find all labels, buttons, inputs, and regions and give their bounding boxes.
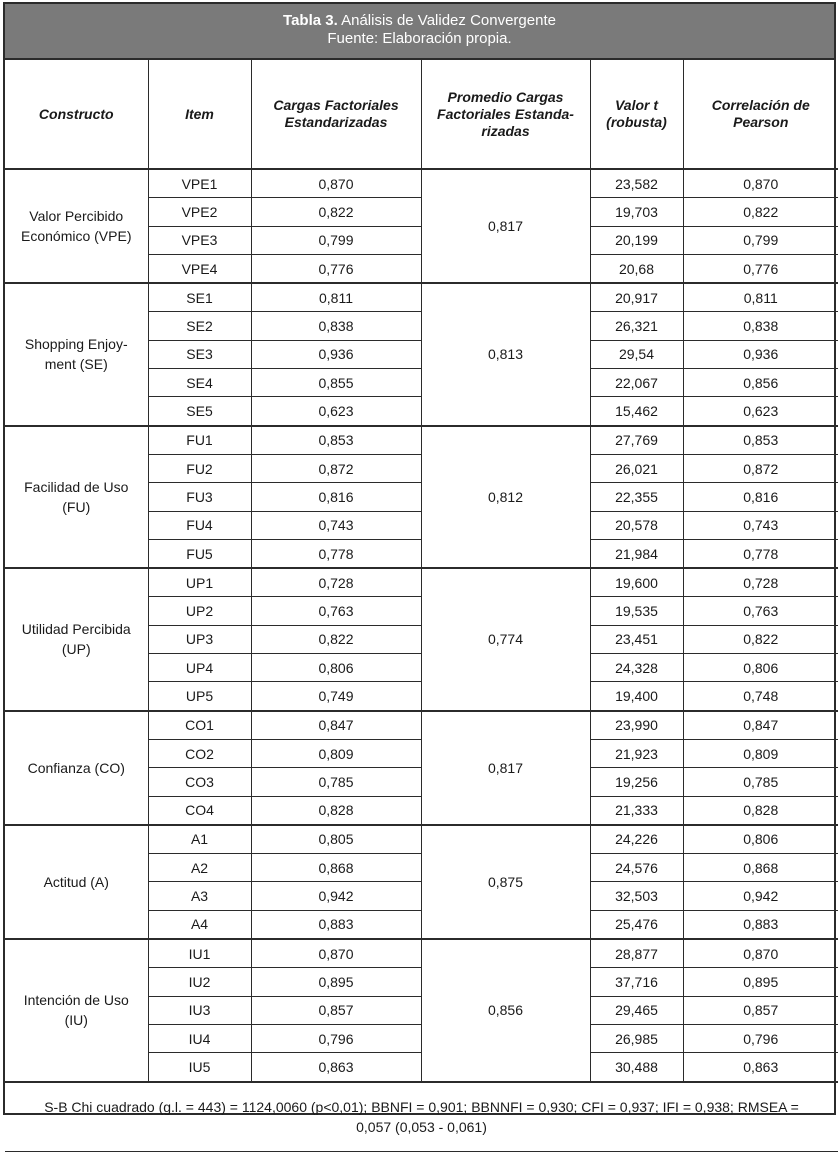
promedio-cell: 0,817: [421, 169, 590, 283]
pearson-cell: 0,816: [683, 483, 838, 511]
carga-cell: 0,863: [251, 1053, 421, 1082]
table-row: [5, 711, 838, 740]
valor-t-cell: 20,68: [590, 254, 683, 283]
promedio-cell: 0,856: [421, 939, 590, 1081]
pearson-cell: 0,838: [683, 312, 838, 340]
carga-cell: 0,838: [251, 312, 421, 340]
pearson-cell: 0,870: [683, 169, 838, 198]
carga-cell: 0,868: [251, 854, 421, 882]
item-cell: UP1: [148, 568, 251, 597]
valor-t-cell: 22,067: [590, 369, 683, 397]
item-cell: CO3: [148, 768, 251, 796]
header-promedio: [421, 60, 590, 169]
carga-cell: 0,822: [251, 625, 421, 653]
item-cell: A3: [148, 882, 251, 910]
pearson-cell: 0,743: [683, 511, 838, 539]
table-row: [5, 939, 838, 968]
pearson-cell: 0,895: [683, 968, 838, 996]
valor-t-cell: 19,600: [590, 568, 683, 597]
construct-cell: Intención de Uso (IU): [5, 939, 148, 1081]
item-cell: FU2: [148, 454, 251, 482]
table-row: [5, 283, 838, 312]
valor-t-cell: 29,465: [590, 996, 683, 1024]
pearson-cell: 0,856: [683, 369, 838, 397]
header-item: Item: [148, 60, 251, 169]
item-cell: A1: [148, 825, 251, 854]
valor-t-cell: 20,578: [590, 511, 683, 539]
carga-cell: 0,805: [251, 825, 421, 854]
promedio-cell: 0,817: [421, 711, 590, 825]
header-promedio-text: Promedio Cargas Factoriales Estanda-rizadas: [437, 88, 574, 139]
item-cell: IU5: [148, 1053, 251, 1082]
table-caption: [5, 4, 834, 60]
pearson-cell: 0,942: [683, 882, 838, 910]
valor-t-cell: 23,451: [590, 625, 683, 653]
validity-table: [5, 60, 838, 1152]
item-cell: IU4: [148, 1024, 251, 1052]
construct-cell: Valor Percibido Económico (VPE): [5, 169, 148, 283]
pearson-cell: 0,809: [683, 739, 838, 767]
construct-cell: Facilidad de Uso (FU): [5, 426, 148, 568]
valor-t-cell: 23,990: [590, 711, 683, 740]
item-cell: IU1: [148, 939, 251, 968]
header-pearson: [683, 60, 838, 169]
construct-cell: Utilidad Percibida (UP): [5, 568, 148, 710]
pearson-cell: 0,806: [683, 825, 838, 854]
item-cell: CO4: [148, 796, 251, 825]
caption-title: Análisis de Validez Convergente: [337, 12, 556, 29]
carga-cell: 0,883: [251, 910, 421, 939]
valor-t-cell: 37,716: [590, 968, 683, 996]
pearson-cell: 0,847: [683, 711, 838, 740]
item-cell: SE3: [148, 340, 251, 368]
carga-cell: 0,811: [251, 283, 421, 312]
item-cell: VPE2: [148, 198, 251, 226]
header-pearson-text: Correlación de Pearson: [711, 97, 810, 130]
pearson-cell: 0,776: [683, 254, 838, 283]
pearson-cell: 0,936: [683, 340, 838, 368]
carga-cell: 0,847: [251, 711, 421, 740]
construct-cell: Confianza (CO): [5, 711, 148, 825]
valor-t-cell: 19,256: [590, 768, 683, 796]
carga-cell: 0,799: [251, 226, 421, 254]
pearson-cell: 0,785: [683, 768, 838, 796]
valor-t-cell: 32,503: [590, 882, 683, 910]
caption-source: Fuente: Elaboración propia.: [327, 30, 512, 47]
item-cell: SE1: [148, 283, 251, 312]
pearson-cell: 0,728: [683, 568, 838, 597]
valor-t-cell: 22,355: [590, 483, 683, 511]
pearson-cell: 0,811: [683, 283, 838, 312]
valor-t-cell: 29,54: [590, 340, 683, 368]
caption-label: Tabla 3.: [283, 12, 338, 29]
valor-t-cell: 24,226: [590, 825, 683, 854]
valor-t-cell: 28,877: [590, 939, 683, 968]
valor-t-cell: 30,488: [590, 1053, 683, 1082]
valor-t-cell: 23,582: [590, 169, 683, 198]
header-valor-t: [590, 60, 683, 169]
item-cell: UP4: [148, 654, 251, 682]
item-cell: VPE4: [148, 254, 251, 283]
carga-cell: 0,809: [251, 739, 421, 767]
footer-row: [5, 1082, 838, 1152]
valor-t-cell: 24,328: [590, 654, 683, 682]
carga-cell: 0,857: [251, 996, 421, 1024]
valor-t-cell: 21,984: [590, 539, 683, 568]
item-cell: UP3: [148, 625, 251, 653]
item-cell: CO1: [148, 711, 251, 740]
carga-cell: 0,822: [251, 198, 421, 226]
carga-cell: 0,870: [251, 169, 421, 198]
header-valor-t-text: Valor t (robusta): [606, 97, 667, 130]
item-cell: UP2: [148, 597, 251, 625]
carga-cell: 0,778: [251, 539, 421, 568]
valor-t-cell: 25,476: [590, 910, 683, 939]
pearson-cell: 0,796: [683, 1024, 838, 1052]
item-cell: IU2: [148, 968, 251, 996]
table-row: [5, 426, 838, 455]
valor-t-cell: 19,400: [590, 682, 683, 711]
pearson-cell: 0,853: [683, 426, 838, 455]
carga-cell: 0,806: [251, 654, 421, 682]
carga-cell: 0,749: [251, 682, 421, 711]
valor-t-cell: 26,021: [590, 454, 683, 482]
valor-t-cell: 27,769: [590, 426, 683, 455]
carga-cell: 0,623: [251, 397, 421, 426]
carga-cell: 0,936: [251, 340, 421, 368]
promedio-cell: 0,812: [421, 426, 590, 568]
item-cell: FU1: [148, 426, 251, 455]
promedio-cell: 0,774: [421, 568, 590, 710]
valor-t-cell: 20,199: [590, 226, 683, 254]
pearson-cell: 0,799: [683, 226, 838, 254]
item-cell: SE5: [148, 397, 251, 426]
table-row: [5, 169, 838, 198]
carga-cell: 0,855: [251, 369, 421, 397]
pearson-cell: 0,883: [683, 910, 838, 939]
pearson-cell: 0,822: [683, 625, 838, 653]
carga-cell: 0,870: [251, 939, 421, 968]
construct-cell: Actitud (A): [5, 825, 148, 939]
header-constructo: Constructo: [5, 60, 148, 169]
item-cell: IU3: [148, 996, 251, 1024]
construct-cell: Shopping Enjoy-ment (SE): [5, 283, 148, 425]
table-row: [5, 825, 838, 854]
header-cargas: [251, 60, 421, 169]
pearson-cell: 0,863: [683, 1053, 838, 1082]
pearson-cell: 0,870: [683, 939, 838, 968]
carga-cell: 0,776: [251, 254, 421, 283]
promedio-cell: 0,813: [421, 283, 590, 425]
promedio-cell: 0,875: [421, 825, 590, 939]
pearson-cell: 0,872: [683, 454, 838, 482]
item-cell: VPE1: [148, 169, 251, 198]
pearson-cell: 0,778: [683, 539, 838, 568]
item-cell: UP5: [148, 682, 251, 711]
pearson-cell: 0,763: [683, 597, 838, 625]
carga-cell: 0,853: [251, 426, 421, 455]
pearson-cell: 0,806: [683, 654, 838, 682]
valor-t-cell: 21,923: [590, 739, 683, 767]
pearson-cell: 0,623: [683, 397, 838, 426]
item-cell: SE4: [148, 369, 251, 397]
fit-indices-note: S-B Chi cuadrado (g.l. = 443) = 1124,0060 (p<0,01); BBNFI = 0,901; BBNNFI = 0,930; CFI = 0,937; IFI = 0,938; RMSEA = 0,057 (0,053 - 0,061): [5, 1082, 838, 1152]
carga-cell: 0,796: [251, 1024, 421, 1052]
pearson-cell: 0,828: [683, 796, 838, 825]
pearson-cell: 0,868: [683, 854, 838, 882]
pearson-cell: 0,822: [683, 198, 838, 226]
carga-cell: 0,828: [251, 796, 421, 825]
carga-cell: 0,728: [251, 568, 421, 597]
carga-cell: 0,743: [251, 511, 421, 539]
carga-cell: 0,895: [251, 968, 421, 996]
item-cell: FU4: [148, 511, 251, 539]
item-cell: A4: [148, 910, 251, 939]
valor-t-cell: 21,333: [590, 796, 683, 825]
valor-t-cell: 24,576: [590, 854, 683, 882]
carga-cell: 0,763: [251, 597, 421, 625]
carga-cell: 0,785: [251, 768, 421, 796]
valor-t-cell: 26,321: [590, 312, 683, 340]
table-row: [5, 568, 838, 597]
valor-t-cell: 26,985: [590, 1024, 683, 1052]
header-cargas-text: Cargas Factoriales Estandarizadas: [273, 97, 399, 130]
item-cell: SE2: [148, 312, 251, 340]
carga-cell: 0,816: [251, 483, 421, 511]
pearson-cell: 0,748: [683, 682, 838, 711]
table-body: [5, 169, 838, 1082]
carga-cell: 0,872: [251, 454, 421, 482]
table-container: [3, 2, 836, 1135]
valor-t-cell: 15,462: [590, 397, 683, 426]
valor-t-cell: 19,535: [590, 597, 683, 625]
valor-t-cell: 20,917: [590, 283, 683, 312]
carga-cell: 0,942: [251, 882, 421, 910]
valor-t-cell: 19,703: [590, 198, 683, 226]
item-cell: FU5: [148, 539, 251, 568]
header-row: [5, 60, 838, 169]
item-cell: A2: [148, 854, 251, 882]
item-cell: FU3: [148, 483, 251, 511]
item-cell: VPE3: [148, 226, 251, 254]
item-cell: CO2: [148, 739, 251, 767]
pearson-cell: 0,857: [683, 996, 838, 1024]
